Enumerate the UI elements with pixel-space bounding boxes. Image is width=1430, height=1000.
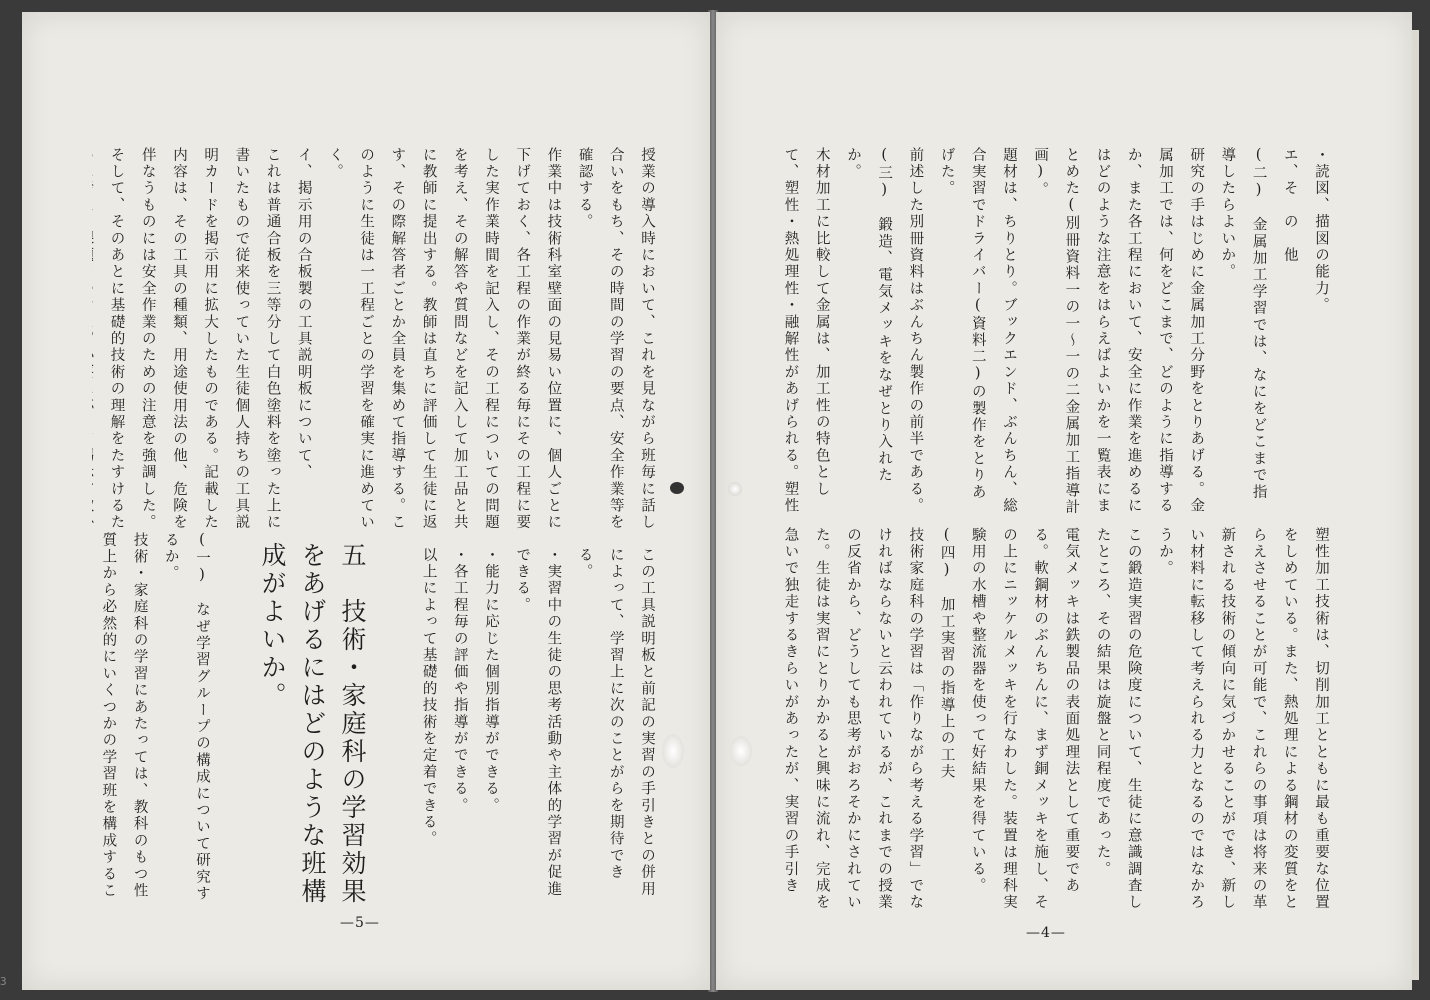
page-number-4: —4— <box>1026 925 1066 941</box>
binding-hole <box>670 482 684 494</box>
binding-hole-tear <box>730 736 752 766</box>
right-page-bottom-text: 塑性加工技術は、切削加工とともに最も重要な位置をしめている。また、熱処理による鋼材の変質をとらえさせることが可能で、これらの事項は将来の革新される技術の傾向に気づかせることができ、新しい材料に転移して考えられる力となるのではなかろうか。 この鍛造実習の危険度について、生徒に意識調査したところ、その結果は旋盤と同程度であった。 電気メッキは鉄製品の表面処理法として重要である。軟鋼材のぶんちんに、まず銅メッキを施し、その上にニッケルメッキを行なわした。装置は理科実験用の水槽や整流器を使って好結果を得ている。 (四) 加工実習の指導上の工夫 技術家庭科の学習は「作りながら考える学習」でなければならないと云われているが、これまでの授業の反省から、どうしても思考がおろそかにされていた。生徒は実習にとりかかると興味に流れ、完成を急いで独走するきらいがあったが、実習の手引き <box>782 527 1329 912</box>
right-page-top-text: ・読図、描図の能力。 エ、そ の 他 (二) 金属加工学習では、なにをどこまで指導したらよいか。 研究の手はじめに金属加工分野をとりあげる。金属加工では、何をどこまで、どのように指導するか、また各工程において、安全に作業を進めるにはどのような注意をはらえばよいかを一覧表にまとめた(別冊資料一の一〜一の二金属加工指導計画)。 題材は、ちりとり。ブックエンド、ぶんちん、総合実習でドライバー(資料二)の製作をとりあげた。 前述した別冊資料はぶんちん製作の前半である。 (三) 鍛造、電気メッキをなぜとり入れたか。 木材加工に比較して金属は、加工性の特色として、塑性・熱処理性・融解性があげられる。塑性 <box>782 147 1329 516</box>
page-number-5: —5— <box>340 915 380 931</box>
binding-hole-tear <box>662 734 684 768</box>
left-page <box>22 12 710 990</box>
left-page-group-text: (一) なぜ学習グループの構成について研究するか。 技術・家庭科の学習にあたっては、教科のもつ性質上から必然的にいくつかの学習班を構成するこ <box>100 532 210 903</box>
corner-mark: 3 <box>0 975 7 988</box>
right-page <box>716 12 1412 990</box>
section-heading-five: 五 技術・家庭科の学習効果をあげるにはどのような班構成がよいか。 <box>258 542 367 906</box>
left-page-expected-results: この工具説明板と前記の実習の手引きとの併用によって、学習上に次のことがらを期待できる。 ・実習中の生徒の思考活動や主体的学習が促進できる。 ・能力に応じた個別指導ができる。 ・各工程毎の評価や指導ができる。 以上によって基礎的技術を定着できる。 <box>420 547 655 898</box>
left-page-top-text: 授業の導入時において、これを見ながら班毎に話し合いをもち、その時間の学習の要点、安全作業等を確認する。 作業中は技術科室壁面の見易い位置に、個人ごとに下げておく、各工程の作業が終る毎にその工程に要した実作業時間を記入し、その工程についての問題を考え、その解答や質問などを記入して加工品と共に教師に提出する。教師は直ちに評価して生徒に返す、その際解答者ごとか全員を集めて指導する。このように生徒は一工程ごとの学習を確実に進めていく。 イ、掲示用の合板製の工具説明板について、 これは普通合板を三等分して白色塗料を塗った上に書いたもので従来使っていた生徒個人持ちの工具説明カードを掲示用に拡大したものである。記載した内容は、その工具の種類、用途使用法の他、危険を伴なうものには安全作業のための注意を強調した。 そして、そのあとに基礎的技術の理解をたすけるた <box>108 147 655 532</box>
binding-hole <box>728 482 742 496</box>
